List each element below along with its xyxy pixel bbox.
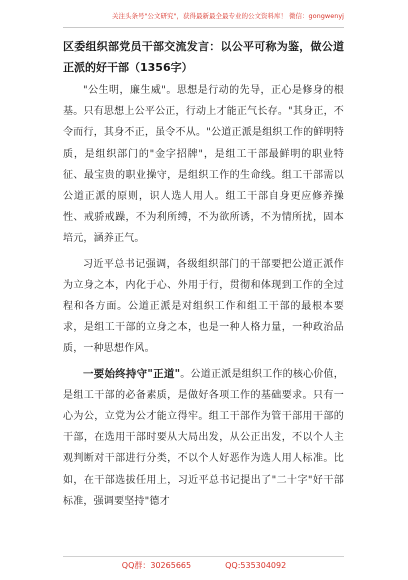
paragraph-lead: 一要始终持守"正道" xyxy=(83,367,181,380)
footer-qq: QQ:535304092 xyxy=(225,561,287,570)
document-body xyxy=(63,36,344,512)
document-title: 区委组织部党员干部交流发言：以公平可称为鉴，做公道正派的好干部（1356字） xyxy=(63,40,344,74)
footer-contact xyxy=(0,557,408,575)
paragraph-text: "公生明，廉生威"。思想是行动的先导，正心是修身的根基。只有思想上公平公正，行动上才能正气长存。"其身正，不令而行，其身不正，虽令不从。"公道正派是组织工作的鲜明特质，是组织部门的"金字招牌"，是组工干部最鲜明的职业特征、最宝贵的职业操守，是组织工作的生命线。组工干部需以公道正派的原则，识人选人用人。组工干部自身更应修养操性、戒骄戒躁，不为利所缚，不为欲所诱，不为情所扰，固本培元，涵养正气。 xyxy=(63,85,344,245)
paragraph-1 xyxy=(63,80,344,250)
header-divider xyxy=(63,27,344,28)
paragraph-text: 。公道正派是组织工作的核心价值，是组工干部的必备素质，是做好各项工作的基础要求。只有一心为公，立党为公才能立得牢。组工干部作为管干部用干部的干部，在选用干部时要从大局出发，从公正出发，不以个人主观判断对干部进行分类，不以个人好恶作为选人用人标准。比如，在干部选拔任用上，习近平总书记提出了"二十字"好干部标准，强调要坚持"德才 xyxy=(63,368,344,507)
paragraph-2 xyxy=(63,254,344,360)
paragraph-3 xyxy=(63,364,344,512)
paragraph-text: 习近平总书记强调，各级组织部门的干部要把公道正派作为立身之本，内化于心、外用于行，贯彻和体现到工作的全过程和各方面。公道正派是对组织工作和组工干部的最根本要求，是组工干部的立身之本，也是一种人格力量，一种政治品质，一种思想作风。 xyxy=(63,258,344,355)
footer-qq-group: QQ群：30265665 xyxy=(121,561,192,570)
header-banner: 关注头条号"公文研究"，获得最新最全最专业的公文资料库！ 微信：gongwenyj xyxy=(112,12,344,20)
